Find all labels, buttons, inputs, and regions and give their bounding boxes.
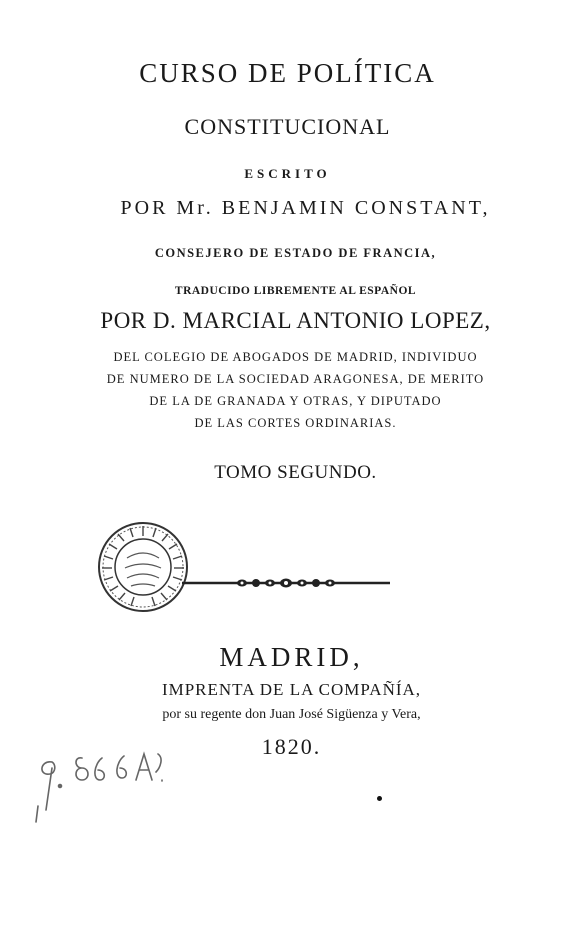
credentials-line: DEL COLEGIO DE ABOGADOS DE MADRID, INDIVIDUO [113,350,478,364]
imprint-printer: por su regente don Juan José Sigüenza y Vera, [162,707,421,722]
translator-line: POR D. MARCIAL ANTONIO LOPEZ, [100,308,491,333]
imprint-year: 1820. [261,734,322,759]
translation-note: TRADUCIDO LIBREMENTE AL ESPAÑOL [174,285,417,297]
title-line-2: CONSTITUCIONAL [184,114,391,139]
author-role: CONSEJERO DE ESTADO DE FRANCIA, [154,246,437,260]
credentials-line: DE LA DE GRANADA Y OTRAS, Y DIPUTADO [149,394,442,408]
escrito-label: ESCRITO [244,166,331,181]
ink-speck [377,796,382,801]
title-line-1: CURSO DE POLÍTICA [139,58,436,88]
handwritten-shelfmark-icon [30,740,180,830]
imprint-city: MADRID, [219,642,364,672]
volume-label: TOMO SEGUNDO. [214,462,377,483]
author-line: POR Mr. BENJAMIN CONSTANT, [120,197,491,219]
ornamental-rule [180,576,392,590]
imprint-press: IMPRENTA DE LA COMPAÑÍA, [161,680,422,699]
credentials-line: DE NUMERO DE LA SOCIEDAD ARAGONESA, DE MERITO [106,372,485,386]
credentials-line: DE LAS CORTES ORDINARIAS. [194,416,397,430]
library-stamp-icon [96,520,190,614]
